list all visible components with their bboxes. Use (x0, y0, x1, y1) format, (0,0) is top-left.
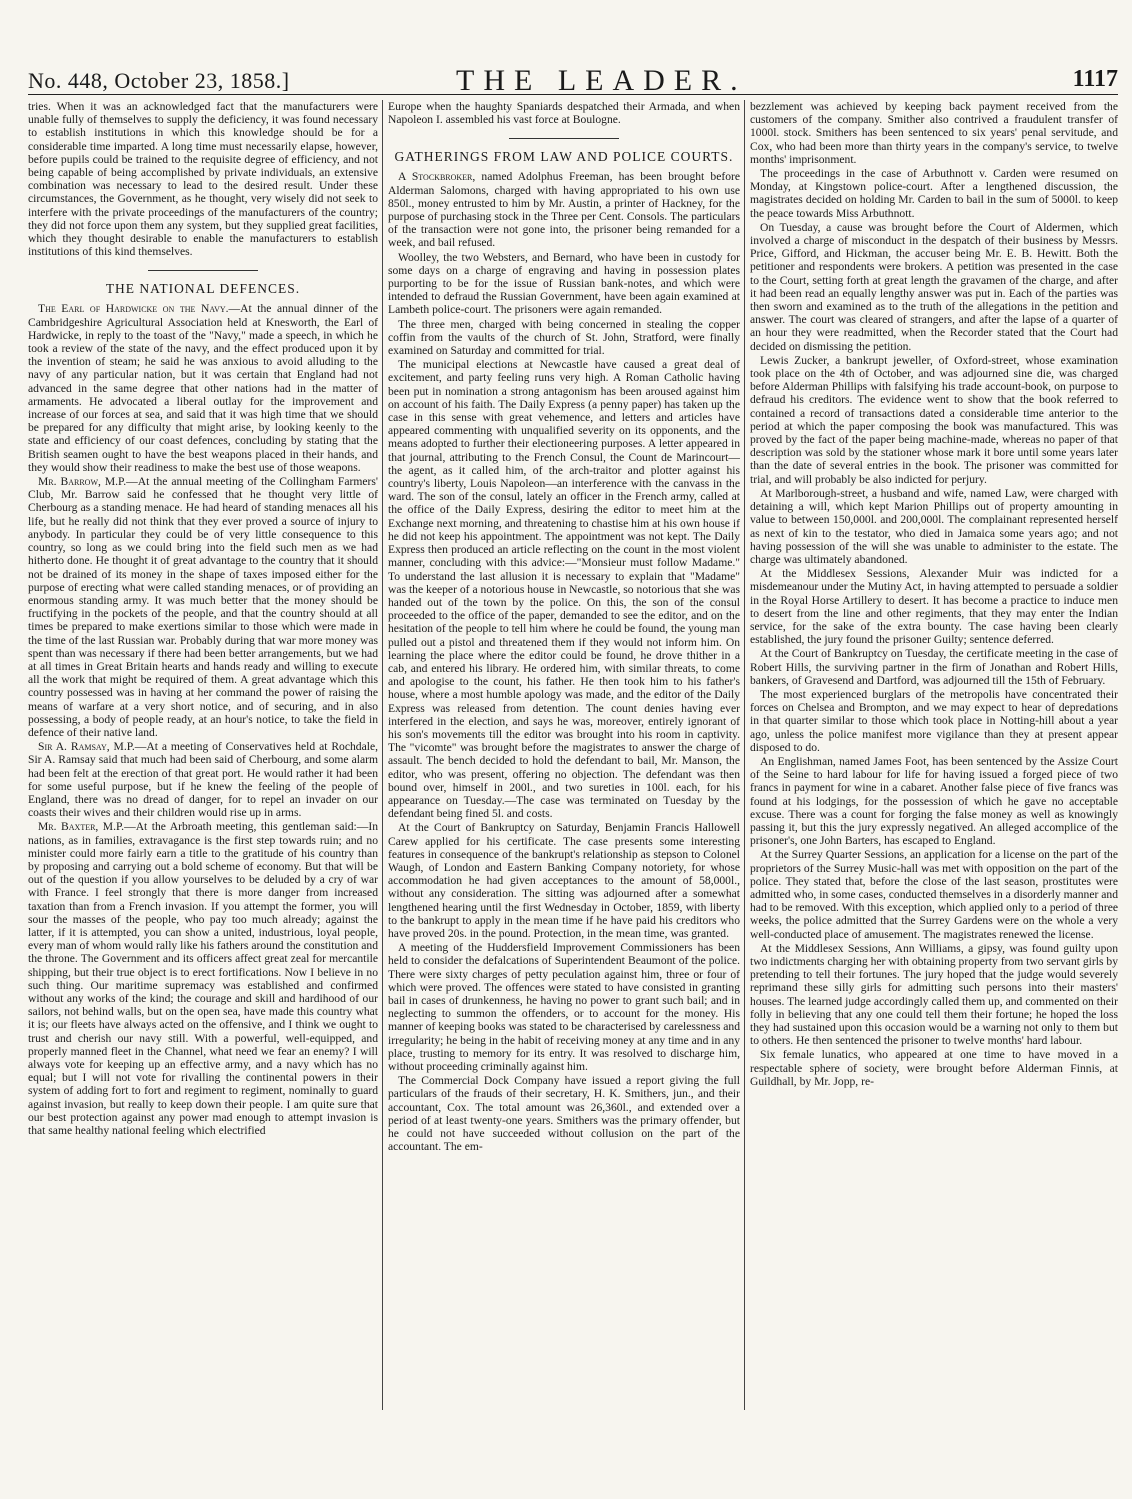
paragraph-text: named Adolphus Freeman, has been brought before Alderman Salomons, charged with having appropriated to his own use 850l., money entrusted to him by Mr. Austin, a printer of Hackney, for the purpose of purchasing stock in the Three per Cent. Consols. The particulars of the transaction were not gone into, the prisoner being remanded for a week, and bail refused. (388, 170, 740, 250)
column-2 (388, 100, 740, 1410)
article-paragraph: Woolley, the two Websters, and Bernard, who have been in custody for some days on a charge of engraving and having in possession plates purporting to be for the issue of Russian bank-notes, and which were intended to defraud the Russian Government, have been again examined at Lambeth police-court. The prisoners were again remanded. (388, 250, 740, 317)
section-heading: GATHERINGS FROM LAW AND POLICE COURTS. (394, 149, 734, 165)
paragraph-lead: Sir A. Ramsay, M.P. (38, 740, 135, 754)
article-paragraph: An Englishman, named James Foot, has been sentenced by the Assize Court of the Seine to hard labour for life for having issued a forged piece of two francs in payment for wine in a cabaret. Another false piece of five francs was found at his lodgings, for the possession of which he gave no acceptable excuse. There was a count for forging the false money as well as knowingly passing it, but this the jury expressly negatived. An alleged accomplice of the prisoner's, one John Barters, has escaped to England. (750, 754, 1118, 848)
paragraph-text: —At the Arbroath meeting, this gentleman said:—In nations, as in families, extravagance is the first step towards ruin; and no minister could more fairly earn a title to the gratitude of his country than by proposing and carrying out a bold scheme of economy. But that will be out of the question if you allow yourselves to be deluded by a cry of war with France. I feel strongly that there is more danger from increased taxation than from a French invasion. If you attempt the former, you will sour the masses of the people, who pay too much already; against the latter, if it is attempted, you can show a united, industrious, loyal people, every man of whom would rally like his fathers around the constitution and the throne. The Government and its officers affect great zeal for mercantile shipping, but their true object is to erect fortifications. Now I believe in no such thing. Our maritime supremacy was established and confirmed without any works of the kind; the courage and skill and hardihood of our sailors, not behind walls, but on the open sea, have made this country what it is; our fleets have always acted on the offensive, and I think we ought to trust and cherish our navy still. With a powerful, well-equipped, and properly manned fleet in the Channel, what need we fear an enemy? I will always vote for keeping up an effective army, and a navy which has no equal; but I will not vote for rivalling the continental powers in their system of adding fort to fort and regiment to regiment, nominally to guard against invasion, but really to keep down their people. I am quite sure that our best protection against any power mad enough to attempt invasion is that same healthy national feeling which electrified (28, 820, 378, 1138)
paragraph-lead: A Stockbroker, (398, 170, 476, 184)
article-paragraph: bezzlement was achieved by keeping back payment received from the customers of the company. Smither also contrived a fraudulent transfer of 1000l. stock. Smithers has been sentenced to six years' penal servitude, and Cox, who had been more than thirty years in the company's service, to twelve months' imprisonment. (750, 100, 1118, 166)
paragraph-lead: The Earl of Hardwicke on the Navy. (38, 302, 229, 316)
page-number: 1117 (1072, 66, 1118, 92)
header-rule (28, 94, 1118, 95)
article-paragraph: Europe when the haughty Spaniards despatched their Armada, and when Napoleon I. assembled his vast force at Boulogne. (388, 100, 740, 127)
paragraph-lead: Mr. Baxter, M.P. (38, 820, 125, 834)
issue-info: No. 448, October 23, 1858.] (28, 68, 290, 93)
paragraph-text: —At the annual dinner of the Cambridgeshire Agricultural Association held at Knesworth, the Earl of Hardwicke, in reply to the toast of the "Navy," made a speech, in which he took a review of the state of the navy, and the effect produced upon it by the invention of steam; he said he was anxious to avoid alluding to the navy of any particular nation, but it was certain that England had not advanced in the same degree that other nations had in the matter of armaments. He advocated a liberal outlay for the improvement and increase of our forces at sea, and said that it was high time that we should be prepared for any difficulty that might arise, by looking keenly to the state and efficiency of our coast defences, concluding by stating that the British seamen ought to have the best weapons placed in their hands, and they would show their readiness to make the best use of those weapons. (28, 302, 378, 474)
article-paragraph: The municipal elections at Newcastle have caused a great deal of excitement, and party feeling runs very high. A Roman Catholic having been put in nomination a strong antagonism has been aroused against him on account of his faith. The Daily Express (a penny paper) has taken up the case in this sense with great vehemence, and letters and articles have appeared commenting with unqualified severity on its opponents, and the means adopted to further their electioneering purposes. A letter appeared in that journal, attributing to the French Consul, the Count de Marincourt—the agent, as it called him, of the arch-traitor and plotter against his country's liberty, Louis Napoleon—an interference with the canvass in the ward. The son of the consul, lately an officer in the French army, called at the office of the Daily Express, desiring the editor to meet him at the Exchange next morning, and threatening to chastise him at his own house if he did not keep his appointment. The appointment was not kept. The Daily Express then produced an article reflecting on the count in the most violent manner, concluding with this advice:—"Monsieur must follow Madame." To understand the last allusion it is necessary to explain that "Madame" was the keeper of a notorious house in Newcastle, so notorious that she was handed out of the town by the police. On this, the son of the consul proceeded to the office of the paper, demanded to see the editor, and on the hesitation of the people to tell him where he could be found, the young man pulled out a pistol and threatened them if they would not inform him. On learning the place where the editor could be found, he drove thither in a cab, and entered his library. He ordered him, with similar threats, to come and apologise to the count, his father. He then took him to his father's house, where a most humble apology was made, and the editor of the Daily Express was released from detention. The count denies having ever interfered in the election, and says he was, moreover, entirely ignorant of his son's movements till the editor was brought into his room in captivity. The "vicomte" was brought before the magistrates to answer the charge of assault. The bench decided to hold the defendant to bail, Mr. Manson, the editor, who was present, offering no objection. The defendant was then bound over, himself in 200l., and two sureties in 100l. each, for his appearance on Tuesday.—The case was terminated on Tuesday by the defendant being fined 5l. and costs. (388, 358, 740, 821)
section-divider (148, 270, 258, 271)
column-3 (750, 100, 1118, 1410)
section-heading: THE NATIONAL DEFENCES. (105, 281, 301, 297)
paragraph-text: —At the annual meeting of the Collingham Farmers' Club, Mr. Barrow said he confessed that he thought very little of Cherbourg as a standing menace. He had heard of standing menaces all his life, but he really did not think that they ever proved a source of injury to anybody. In particular they could be of very little consequence to this country, so long as we could bring into the field such men as we had hitherto done. He thought it of great advantage to the country that it should not be drained of its money in the shape of taxes imposed either for the purpose of erecting what were called standing menaces, or of providing an enormous standing army. It was much better that the money should be fructifying in the pockets of the people, and that the country should at all times be prepared to make exertions similar to those which were made in the time of the last Russian war. Probably during that war more money was spent than was necessary if there had been better arrangements, but we had at all times in Great Britain hearts and hands ready and willing to execute all the work that might be required of them. A great advantage which this country possessed was in having at her command the power of raising the means of warfare at a very short notice, and of securing, and in also possessing, a body of people ready, at an hour's notice, to take the field in defence of their native land. (28, 475, 378, 739)
article-paragraph (28, 302, 378, 474)
article-paragraph: Lewis Zucker, a bankrupt jeweller, of Oxford-street, whose examination took place on the 4th of October, and was adjourned sine die, was charged before Alderman Phillips with falsifying his trade account-book, on purpose to defraud his creditors. The evidence went to show that the book referred to contained a record of transactions dated a considerable time anterior to the period at which the paper composing the book was manufactured. This was proved by the fact of the paper being machine-made, whereas no paper of that description was sold by the stationer whose mark it bore until some years later than the date of several entries in the book. The prisoner was committed for trial, and will probably be also indicted for perjury. (750, 353, 1118, 486)
article-paragraph: The most experienced burglars of the metropolis have concentrated their forces on Chelsea and Brompton, and we may expect to hear of depredations in that quarter similar to those which took place in Notting-hill about a year ago, unless the police manifest more vigilance than they at present appear disposed to do. (750, 687, 1118, 754)
article-paragraph (28, 740, 378, 819)
article-paragraph: tries. When it was an acknowledged fact that the manufacturers were unable fully of themselves to supply the deficiency, it was found necessary to establish institutions in which this knowledge should be for a considerable time imparted. A long time must necessarily elapse, however, before pupils could be trained to the requisite degree of efficiency, and not being capable of being accomplished by private individuals, an extensive combination was necessary to lead to the desired result. Under these circumstances, the Government, as he thought, very wisely did not seek to interfere with the private proceedings of the manufacturers of the country; they did not force upon them any system, but they supplied great facilities, which they thought desirable to enable the manufacturers to establish institutions of this kind themselves. (28, 100, 378, 259)
paragraph-text: —At a meeting of Conservatives held at Rochdale, Sir A. Ramsay said that much had been said of Cherbourg, and some alarm had been felt at the erection of that great port. He would rather it had been for some useful purpose, but if he knew the feeling of the people of England, there was no dread of danger, for to repel an invader on our coasts their wives and their children would rise up in arms. (28, 740, 378, 820)
article-paragraph: At the Court of Bankruptcy on Tuesday, the certificate meeting in the case of Robert Hills, the surviving partner in the firm of Jonathan and Robert Hills, bankers, of Gravesend and Dartford, was adjourned till the 15th of February. (750, 647, 1118, 687)
article-paragraph (28, 820, 378, 1137)
article-paragraph (388, 170, 740, 249)
article-paragraph: At the Surrey Quarter Sessions, an application for a license on the part of the proprietors of the Surrey Music-hall was met with opposition on the part of the police. They stated that, before the close of the last season, prostitutes were admitted who, in some cases, conducted themselves in a disorderly manner and had to be removed. With this exception, which applied only to a period of three weeks, the police admitted that the Surrey Gardens were on the whole a very well-conducted place of amusement. The magistrates renewed the license. (750, 848, 1118, 941)
section-divider (509, 138, 619, 139)
column-divider (744, 100, 745, 1410)
article-paragraph: At Marlborough-street, a husband and wife, named Law, were charged with detaining a will, which kept Marion Phillips out of property amounting in value to between 150,000l. and 200,000l. The complainant represented herself as next of kin to the testator, who died in Jamaica some years ago; and not having possession of the will she was unable to administer to the estate. The charge was ultimately abandoned. (750, 486, 1118, 566)
newspaper-title: THE LEADER. (456, 64, 747, 97)
column-divider (382, 100, 383, 1410)
article-paragraph: At the Middlesex Sessions, Alexander Muir was indicted for a misdemeanour under the Mutiny Act, in having attempted to persuade a soldier in the Royal Horse Artillery to desert. It has become a practice to induce men to desert from the line and other regiments, that they may enter the Indian service, for the sake of the extra bounty. The case having been clearly established, the jury found the prisoner Guilty; sentence deferred. (750, 567, 1118, 647)
article-paragraph: Six female lunatics, who appeared at one time to have moved in a respectable sphere of society, were brought before Alderman Finnis, at Guildhall, by Mr. Jopp, re- (750, 1048, 1118, 1088)
paragraph-lead: Mr. Barrow, M.P. (38, 475, 127, 489)
article-paragraph (28, 475, 378, 739)
article-paragraph: The proceedings in the case of Arbuthnott v. Carden were resumed on Monday, at Kingstown police-court. After a lengthened discussion, the magistrates decided on holding Mr. Carden to bail in the sum of 5000l. to keep the peace towards Miss Arbuthnott. (750, 167, 1118, 220)
article-paragraph: At the Court of Bankruptcy on Saturday, Benjamin Francis Hallowell Carew applied for his certificate. The case presents some interesting features in consequence of the bankrupt's relationship as stepson to Colonel Waugh, of London and Eastern Banking Company notoriety, for whose accommodation he had given acceptances to the amount of 58,000l., without any consideration. The sitting was adjourned after a somewhat lengthened hearing until the first Wednesday in October, 1859, with liberty to the bankrupt to apply in the mean time if he have paid his creditors who have proved 20s. in the pound. Protection, in the mean time, was granted. (388, 821, 740, 940)
article-paragraph: The three men, charged with being concerned in stealing the copper coffin from the vaults of the church of St. John, Stratford, were finally examined on Saturday and committed for trial. (388, 317, 740, 358)
article-paragraph: At the Middlesex Sessions, Ann Williams, a gipsy, was found guilty upon two indictments charging her with obtaining property from two servant girls by pretending to tell their fortunes. The jury hoped that the judge would severely reprimand these silly girls for admitting such persons into their masters' houses. The learned judge accordingly called them up, and commented on their folly in believing that any one could tell them their fortune; he hoped the loss they had sustained upon this occasion would be a warning not only to them but to others. He then sentenced the prisoner to twelve months' hard labour. (750, 941, 1118, 1048)
article-paragraph: On Tuesday, a cause was brought before the Court of Aldermen, which involved a charge of misconduct in the despatch of their business by Messrs. Price, Gifford, and Hickman, the accuser being Mr. E. B. Hewitt. Both the petitioner and respondents were brokers. A petition was presented in the case to the Court, setting forth at great length the gravamen of the charge, and after it had been read an equally lengthy answer was put in. Each of the parties was then sworn and examined as to the truth of the allegations in the petition and answer. The court was cleared of strangers, and after the lapse of a quarter of an hour they were readmitted, when the Recorder stated that the Court had decided on dismissing the petition. (750, 220, 1118, 353)
article-paragraph: A meeting of the Huddersfield Improvement Commissioners has been held to consider the defalcations of Superintendent Beaumont of the police. There were sixty charges of petty peculation against him, three or four of which were proved. The offences were stated to have consisted in granting bail in cases of drunkenness, he having no power to grant such bail; and in neglecting to summon the offenders, or to account for the money. His manner of keeping books was stated to be characterised by carelessness and irregularity; he being in the habit of receiving money at any time and in any place, trusting to memory for its entry. It was resolved to discharge him, without proceeding criminally against him. (388, 941, 740, 1074)
column-1 (28, 100, 378, 1410)
article-paragraph: The Commercial Dock Company have issued a report giving the full particulars of the frauds of their secretary, H. K. Smithers, jun., and their accountant, Cox. The total amount was 26,360l., and extended over a period of at least twenty-one years. Smithers was the primary offender, but he could not have succeeded without collusion on the part of the accountant. The em- (388, 1074, 740, 1154)
